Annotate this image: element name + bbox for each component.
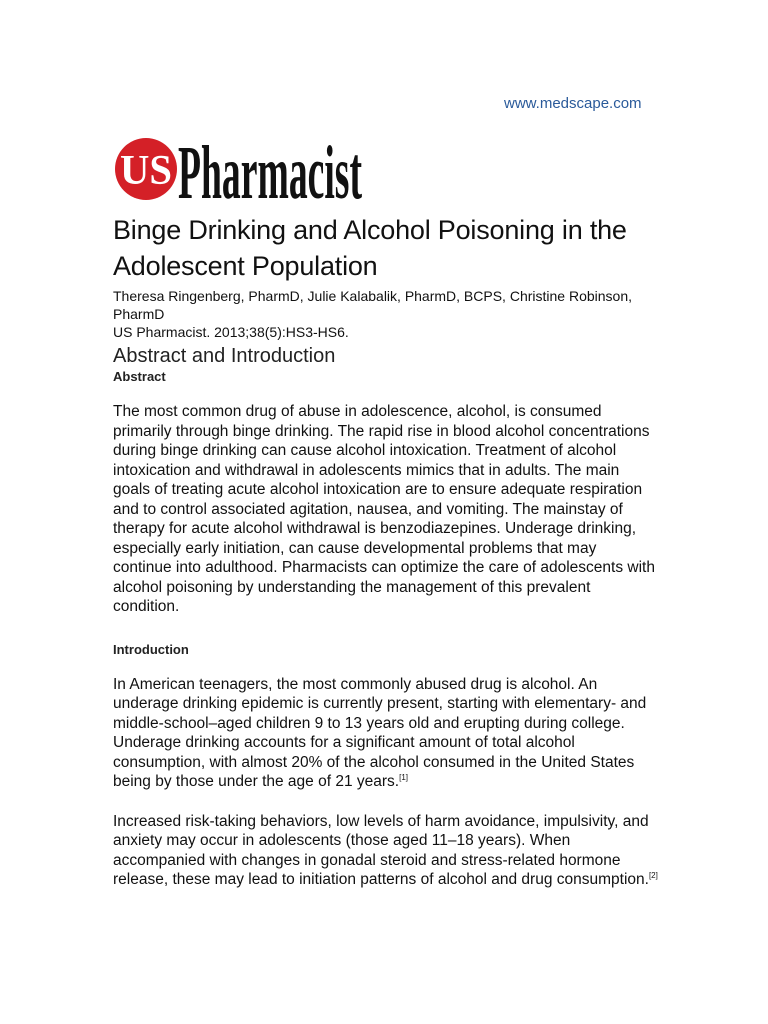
- section-heading: Abstract and Introduction: [113, 345, 336, 367]
- introduction-heading: Introduction: [113, 641, 189, 657]
- intro-paragraph-2-text: Increased risk-taking behaviors, low levels of harm avoidance, impulsivity, and anxiety may occur in adolescents (those aged 11–18 years). When accompanied with changes in gonadal steroid and stress-related hormone release, these may lead to initiation patterns of alcohol and drug consumption.: [113, 812, 649, 888]
- abstract-heading: Abstract: [113, 369, 166, 384]
- reference-2-link[interactable]: [2]: [648, 870, 658, 880]
- article-authors: Theresa Ringenberg, PharmD, Julie Kalabalik, PharmD, BCPS, Christine Robinson, PharmD: [113, 288, 633, 322]
- medscape-link[interactable]: www.medscape.com: [504, 95, 642, 112]
- reference-1-link[interactable]: [1]: [399, 772, 408, 782]
- intro-paragraph-2: [113, 812, 658, 890]
- us-pharmacist-logo: [112, 124, 364, 215]
- article-citation: US Pharmacist. 2013;38(5):HS3-HS6.: [113, 324, 349, 340]
- intro-paragraph-1: [113, 675, 658, 792]
- article-title: Binge Drinking and Alcohol Poisoning in the Adolescent Population: [113, 215, 627, 281]
- article-content: [113, 212, 658, 890]
- abstract-text: The most common drug of abuse in adolescence, alcohol, is consumed primarily through binge drinking. The rapid rise in blood alcohol concentrations during binge drinking can cause alcohol intoxication. Treatment of alcohol intoxication and withdrawal in adolescents mimics that in adults. The main goals of treating acute alcohol intoxication are to ensure adequate respiration and to control associated agitation, nausea, and vomiting. The mainstay of therapy for acute alcohol withdrawal is benzodiazepines. Underage drinking, especially early initiation, can cause developmental problems that may continue into adulthood. Pharmacists can optimize the care of adolescents with alcohol poisoning by understanding the management of this prevalent condition.: [113, 403, 655, 615]
- logo-us-text: US: [120, 148, 172, 194]
- logo-brand-text: Pharmacist: [178, 131, 362, 215]
- intro-paragraph-1-text: In American teenagers, the most commonly abused drug is alcohol. An underage drinking epidemic is currently present, starting with elementary- and middle-school–aged children 9 to 13 years old and erupting during college. Underage drinking accounts for a significant amount of total alcohol consumption, with almost 20% of the alcohol consumed in the United States being by those under the age of 21 years.: [113, 675, 647, 790]
